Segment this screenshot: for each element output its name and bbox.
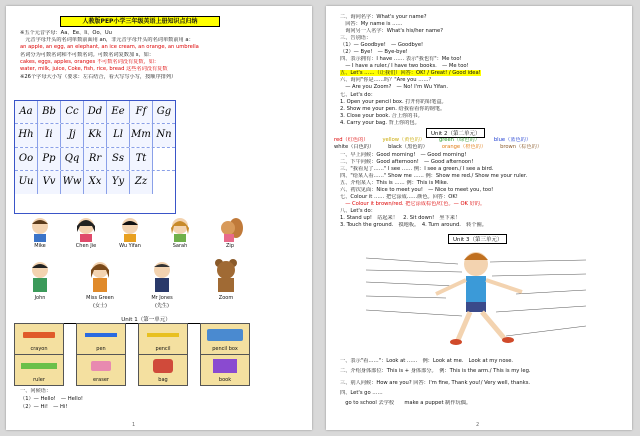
color-word: yellow（黄色的） — [382, 137, 425, 143]
supply-card-ruler — [14, 354, 64, 386]
page-number: 1 — [132, 422, 136, 428]
intro-line: ※26个字母大小写（要求：左右结合，看大写写小写，按顺序排列） — [20, 74, 177, 80]
letter-cell: Pp — [38, 148, 61, 170]
unit2-heading: Unit 2（第二单元） — [426, 128, 485, 138]
text-line: 一、早上问候：Good morning! — Good morning! — [340, 152, 467, 158]
supply-card-eraser — [76, 354, 126, 386]
intro-line: 元音字母开头的名词单数前面用 an，非元音字母开头的名词单数前用 a： — [20, 37, 194, 43]
supply-card-book — [200, 354, 250, 386]
practice-line: （2）— Hi! — Hi! — [20, 404, 68, 410]
text-line: 七、Colour it …… 把它涂成……颜色。回答：OK! — [340, 194, 458, 200]
title-note: (女士) — [93, 303, 107, 309]
supply-label: ruler — [33, 377, 45, 383]
character-name: Mike — [34, 243, 46, 249]
text-line — [340, 70, 624, 77]
color-word: brown（棕色的） — [500, 144, 543, 150]
letter-cell: Cc — [61, 101, 84, 123]
letter-cell: Bb — [38, 101, 61, 123]
text-line: 询问另一人名字：What's his/her name? — [340, 28, 444, 34]
text-line: 3. Touch the ground. 摸地板。 4. Turn around. 转个圈。 — [340, 222, 487, 228]
text-line: 五、介绍某人：This is …… 例：This is Mike. — [340, 180, 449, 186]
supply-card-pencil-box — [200, 323, 250, 355]
mr-jones-illustration — [148, 260, 176, 292]
color-word: white（白色的） — [334, 144, 375, 150]
supply-label: eraser — [93, 377, 109, 383]
letter-cell: Mm — [130, 124, 153, 146]
letter-cell: Ww — [61, 171, 84, 193]
letter-cell: Oo — [15, 148, 38, 170]
text-line: 八、Let's do： — [340, 208, 376, 214]
text-line: 三、"我看见了……" I see …… 例：I see a green./ I see a bird. — [340, 166, 494, 172]
practice-line: （1）— Hello! — Hello! — [20, 396, 83, 402]
text-line: 一、表示"看……"：Look at …… 例：Look at me. Look at my nose. — [340, 358, 514, 364]
page-number: 2 — [476, 422, 480, 428]
text-line: （1）— Goodbye! — Goodbye! — [340, 42, 424, 48]
colors-row — [334, 144, 624, 151]
letter-cell: Jj — [61, 124, 84, 146]
supply-label: pen — [96, 346, 106, 352]
letter-cell: Dd — [84, 101, 107, 123]
text-line: 2. Show me your pen. 给我看看你的钢笔。 — [340, 106, 446, 112]
alphabet-row — [15, 101, 175, 124]
intro-line: an apple, an egg, an elephant, an ice cream, an orange, an umbrella — [20, 44, 199, 50]
letter-cell — [153, 171, 175, 193]
supply-card-pencil — [138, 323, 188, 355]
text-line: 4. Carry your bag. 背上你的包。 — [340, 120, 420, 126]
supply-card-bag — [138, 354, 188, 386]
letter-cell: Nn — [153, 124, 175, 146]
text-line: go to school 去学校 make a puppet 制作玩偶。 — [340, 400, 472, 406]
alphabet-row — [15, 171, 175, 193]
color-word: black（黑色的） — [388, 144, 428, 150]
character-name: Wu Yifan — [119, 243, 141, 249]
letter-cell: Ll — [107, 124, 130, 146]
letter-cell: Hh — [15, 124, 38, 146]
color-word: red（红色的） — [334, 137, 369, 143]
letter-cell: Kk — [84, 124, 107, 146]
text-line: — I have a ruler./ I have two books. — Me too! — [340, 63, 469, 69]
letter-cell: Zz — [130, 171, 153, 193]
character-name: Zoom — [218, 295, 234, 301]
letter-cell: Ss — [107, 148, 130, 170]
text-line: 二、介绍身体部位：This is + 身体部分。 例：This is the arm./ This is my leg. — [340, 368, 531, 374]
supply-label: book — [218, 377, 232, 383]
letter-cell: Tt — [130, 148, 153, 170]
supply-label: pencil — [155, 346, 171, 352]
character-name: Zip — [226, 243, 234, 249]
text-line: 六、初次见面：Nice to meet you! — Nice to meet you, too! — [340, 187, 494, 193]
supply-card-crayon — [14, 323, 64, 355]
letter-cell: Ee — [107, 101, 130, 123]
letter-cell: Vv — [38, 171, 61, 193]
letter-cell: Gg — [153, 101, 175, 123]
intro-line: ※五个元音字母：Aa、Ee、Ii、Oo、Uu — [20, 30, 112, 36]
text-line: 二、询问名字：What's your name? — [340, 14, 427, 20]
text-line: 3. Close your book. 合上你的书。 — [340, 113, 423, 119]
text-line: — Are you Zoom? — No! I'm Wu Yifan. — [340, 84, 449, 90]
text-line: 四、"给某人看……" Show me …… 例：Show me red./ Show me your ruler. — [340, 173, 528, 179]
document-page-1 — [6, 6, 312, 430]
intro-line: 名词分为可数名词和不可数名词。可数名词复数加 s，如： — [20, 52, 155, 58]
page-title: 人教版PEP小学三年级英语上册知识点归纳 — [60, 16, 220, 27]
letter-cell: Ii — [38, 124, 61, 146]
mike-illustration — [26, 216, 54, 242]
supply-label: crayon — [30, 346, 48, 352]
highlighted-text: 五、Let's ……（让我们）回答：OK! / Great! / Good idea! — [340, 70, 481, 76]
text-line: — Colour it brown/red. 把它涂成棕色/红色。— OK 好的。 — [340, 201, 486, 207]
unit1-heading: Unit 1（第一单元） — [46, 315, 246, 324]
intro-line: cakes, eggs, apples, oranges 不可数名词没有复数，如： — [20, 59, 160, 65]
color-word: blue（蓝色的） — [493, 137, 532, 143]
letter-cell — [153, 148, 175, 170]
document-page-2 — [326, 6, 632, 430]
supply-label: bag — [158, 377, 168, 383]
text-line: （2）— Bye! — Bye-bye! — [340, 49, 408, 55]
intro-line: water, milk, juice, Coke, fish, rice, bread 这些名词没有复数 — [20, 66, 168, 72]
supply-label: pencil box — [212, 346, 238, 352]
color-word: green（绿色的） — [438, 137, 480, 143]
character-name: Mr Jones — [151, 295, 173, 301]
text-line: 四、Let's go …… — [340, 390, 383, 396]
john-illustration — [26, 260, 54, 292]
letter-cell: Yy — [107, 171, 130, 193]
letter-cell: Rr — [84, 148, 107, 170]
character-name: Chen Jie — [75, 243, 97, 249]
sarah-illustration — [166, 216, 194, 242]
letter-cell: Ff — [130, 101, 153, 123]
supply-card-pen — [76, 323, 126, 355]
text-line: 1. Stand up! 站起来！ 2. Sit down! 坐下来！ — [340, 215, 461, 221]
color-word: orange（橙色的） — [441, 144, 487, 150]
wu-yifan-illustration — [116, 216, 144, 242]
text-line: 回答：My name is …… — [340, 21, 403, 27]
text-line: 三、别人问候：How are you? 回答：I'm fine, Thank you!/ Very well, thanks. — [340, 380, 531, 386]
letter-cell: Uu — [15, 171, 38, 193]
colors-row — [334, 137, 624, 144]
character-name: Miss Green — [86, 295, 114, 301]
text-line: 四、表示拥有：I have …… 表示"我也有"：Me too! — [340, 56, 462, 62]
character-name: Sarah — [172, 243, 188, 249]
letter-cell: Qq — [61, 148, 84, 170]
text-line: 二、下午问候：Good afternoon! — Good afternoon! — [340, 159, 474, 165]
alphabet-row — [15, 124, 175, 147]
body-parts-illustration — [366, 246, 586, 346]
zip-squirrel-illustration — [216, 216, 244, 242]
miss-green-illustration — [86, 260, 114, 292]
text-line: 1. Open your pencil box. 打开你的铅笔盒。 — [340, 99, 447, 105]
zoom-bear-illustration — [212, 258, 240, 292]
text-line: 六、询问"你是……吗？"Are you ……？ — [340, 77, 434, 83]
letter-cell: Xx — [84, 171, 107, 193]
letter-cell: Aa — [15, 101, 38, 123]
title-note: (先生) — [155, 303, 169, 309]
text-line: 三、告别语： — [340, 35, 372, 41]
alphabet-row — [15, 148, 175, 171]
practice-line: 一、问候语： — [20, 388, 52, 394]
unit3-heading: Unit 3（第三单元） — [448, 234, 507, 244]
character-name: John — [34, 295, 46, 301]
chen-jie-illustration — [72, 216, 100, 242]
text-line: 七、Let's do： — [340, 92, 376, 98]
alphabet-grid — [14, 100, 176, 214]
